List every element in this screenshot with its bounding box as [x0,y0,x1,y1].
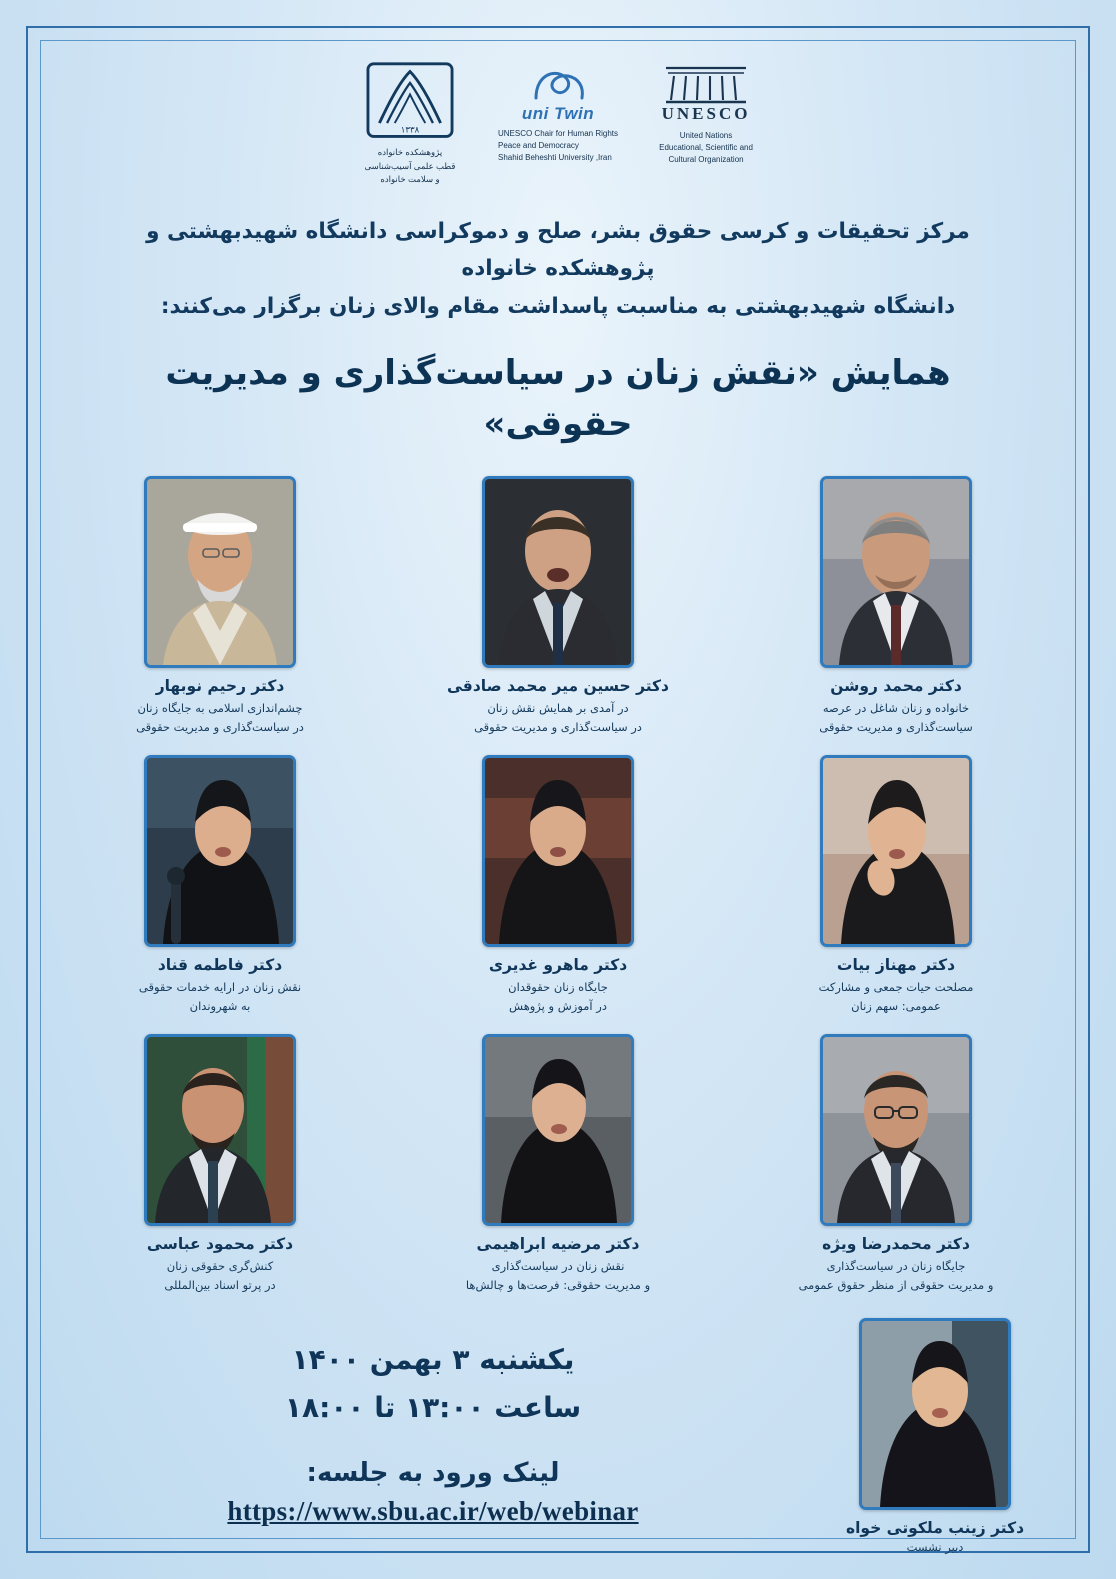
sbu-caption-line-2: قطب علمی آسیب‌شناسی [364,160,456,171]
speaker-topic-line-2: در سیاست‌گذاری و مدیریت حقوقی [136,719,304,734]
host-role: دبیر نشست [906,1540,964,1555]
event-date: یکشنبه ۳ بهمن ۱۴۰۰ [291,1343,575,1377]
unesco-mark [658,60,754,130]
speaker-topic [819,699,973,737]
unitwin-caption [498,128,618,164]
unesco-caption [659,130,753,166]
speaker-topic [819,978,974,1016]
speaker-photo [820,476,972,668]
speaker-card [732,755,1060,1016]
unesco-temple-icon [662,64,750,104]
portrait-illustration [485,479,631,665]
unitwin-mark [512,60,604,128]
speaker-topic [474,699,642,737]
unesco-caption-line-1: United Nations [679,131,733,140]
speaker-topic-line-1: در آمدی بر همایش نقش زنان [487,700,629,715]
host-name: دکتر زینب ملکوتی خواه [845,1519,1025,1538]
speaker-card [56,755,384,1016]
speaker-topic-line-2: و مدیریت حقوقی از منظر حقوق عمومی [798,1277,994,1292]
speaker-card [56,1034,384,1295]
unitwin-logo-block [498,60,618,164]
speaker-topic-line-1: خانواده و زنان شاغل در عرصه [822,700,970,715]
speaker-topic [799,1257,994,1295]
unesco-wordmark: UNESCO [661,104,751,123]
svg-text:۱۳۳۸: ۱۳۳۸ [400,125,420,136]
unesco-caption-line-3: Cultural Organization [668,155,744,164]
footer [56,1318,1060,1554]
speaker-topic-line-1: جایگاه زنان در سیاست‌گذاری [826,1258,966,1273]
unesco-caption-line-2: Educational, Scientific and [659,143,753,152]
intro-line-1: مرکز تحقیقات و کرسی حقوق بشر، صلح و دموکراسی دانشگاه شهیدبهشتی و پژوهشکده خانواده [146,218,970,282]
poster-content [56,50,1060,1555]
intro-line-2: دانشگاه شهیدبهشتی به مناسبت پاسداشت مقام والای زنان برگزار می‌کنند: [160,294,956,320]
page-title: همایش «نقش زنان در سیاست‌گذاری و مدیریت حقوقی» [165,352,951,444]
unitwin-caption-line-2: Peace and Democracy [497,141,579,150]
speaker-name: دکتر محمد روشن [830,676,962,695]
speaker-topic [508,978,608,1016]
speaker-topic-line-1: مصلحت حیات جمعی و مشارکت [818,979,974,994]
join-link-url[interactable]: https://www.sbu.ac.ir/web/webinar [227,1495,639,1526]
join-link-label: لینک ورود به جلسه: [306,1457,560,1488]
intro-text [128,213,988,326]
speaker-topic-line-2: در آموزش و پژوهش [509,998,607,1013]
portrait-illustration [823,758,969,944]
speaker-card [732,1034,1060,1295]
speaker-topic [136,699,304,737]
portrait-illustration [485,758,631,944]
speaker-topic [466,1257,650,1295]
speaker-photo [144,755,296,947]
speaker-name: دکتر فاطمه قناد [157,955,283,974]
speaker-name: دکتر محمدرضا ویژه [822,1234,970,1253]
unitwin-caption-line-1: UNESCO Chair for Human Rights [497,129,619,138]
speaker-topic [164,1257,275,1295]
speaker-topic [139,978,301,1016]
portrait-illustration [485,1037,631,1223]
sbu-caption-line-1: پژوهشکده خانواده [377,147,443,157]
host-block [810,1318,1060,1554]
speaker-name: دکتر مهناز بیات [836,955,956,974]
portrait-illustration [862,1321,1008,1507]
event-time: ساعت ۱۳:۰۰ تا ۱۸:۰۰ [284,1391,582,1425]
speaker-name: دکتر حسین میر محمد صادقی [447,676,670,695]
speaker-topic-line-2: عمومی: سهم زنان [851,998,941,1013]
speaker-name: دکتر رحیم نوبهار [155,676,285,695]
portrait-illustration [147,758,293,944]
unitwin-caption-line-3: Shahid Beheshti University ,Iran [497,153,612,162]
speaker-topic-line-1: کنش‌گری حقوقی زنان [166,1258,274,1273]
event-details [56,1318,810,1526]
speaker-photo [144,1034,296,1226]
speaker-photo [144,476,296,668]
speaker-photo [482,476,634,668]
unitwin-wordmark: uni Twin [521,104,595,123]
shahid-beheshti-university-logo-icon [362,60,458,146]
unitwin-swirl-icon [526,64,590,104]
portrait-illustration [147,1037,293,1223]
host-photo [859,1318,1011,1510]
speaker-card [394,755,722,1016]
speaker-topic-line-2: در پرتو اسناد بین‌المللی [164,1277,276,1292]
speaker-topic-line-1: نقش زنان در ارایه خدمات حقوقی [138,979,302,994]
portrait-illustration [823,1037,969,1223]
speaker-card [56,476,384,737]
header-logos [56,60,1060,187]
portrait-illustration [823,479,969,665]
sbu-logo-block [362,60,458,187]
speaker-topic-line-2: سیاست‌گذاری و مدیریت حقوقی [819,719,973,734]
speaker-photo [482,755,634,947]
speaker-topic-line-1: نقش زنان در سیاست‌گذاری [491,1258,625,1273]
speaker-photo [482,1034,634,1226]
speaker-topic-line-2: به شهروندان [189,998,251,1013]
sbu-caption-line-3: و سلامت خانواده [380,174,440,185]
unesco-logo-block [658,60,754,166]
speaker-name: دکتر محمود عباسی [146,1234,294,1253]
speaker-topic-line-1: جایگاه زنان حقوقدان [508,979,608,994]
sbu-caption [365,146,456,187]
speaker-name: دکتر ماهرو غدیری [488,955,628,974]
speaker-topic-line-2: و مدیریت حقوقی: فرصت‌ها و چالش‌ها [465,1277,651,1292]
speaker-photo [820,1034,972,1226]
speaker-topic-line-1: چشم‌اندازی اسلامی به جایگاه زنان [137,700,303,715]
speaker-card [394,1034,722,1295]
portrait-illustration [147,479,293,665]
speaker-name: دکتر مرضیه ابراهیمی [476,1234,640,1253]
speaker-photo [820,755,972,947]
speaker-topic-line-2: در سیاست‌گذاری و مدیریت حقوقی [474,719,642,734]
speaker-card [732,476,1060,737]
speakers-grid [56,476,1060,1295]
speaker-card [394,476,722,737]
